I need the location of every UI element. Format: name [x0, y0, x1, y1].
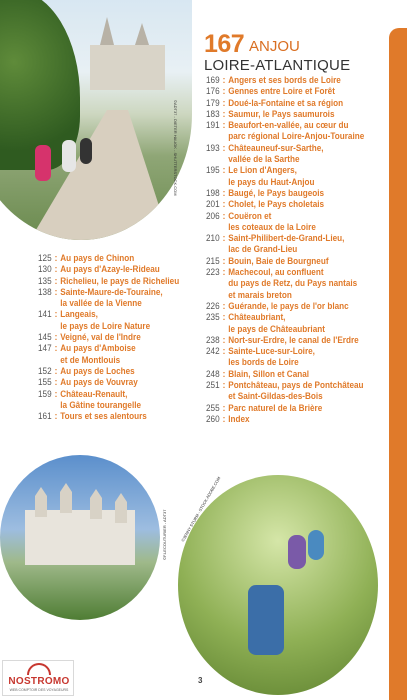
- toc-entry[interactable]: [199, 380, 397, 403]
- kids-cycling-photo: [178, 475, 378, 695]
- toc-label: Index: [228, 413, 250, 425]
- toc-page-number: 215: [206, 255, 220, 267]
- toc-page-number: 193: [206, 142, 220, 154]
- toc-separator: :: [222, 108, 226, 120]
- toc-page-number: 242: [206, 346, 220, 358]
- toc-page-number: 198: [206, 187, 220, 199]
- toc-separator: :: [222, 86, 226, 98]
- toc-entry[interactable]: [199, 75, 397, 86]
- toc-page-number: 238: [206, 334, 220, 346]
- toc-page-number: 179: [206, 97, 220, 109]
- toc-page-number: 235: [206, 312, 220, 324]
- toc-page-number: 223: [206, 267, 220, 279]
- photo-credit-mid: ©F.LECOUTURIER - ADT37: [162, 509, 167, 560]
- toc-label: Machecoul, au confluent du pays de Retz, du Pays nantais et marais breton: [228, 267, 358, 301]
- toc-label: Saumur, le Pays saumurois: [228, 108, 335, 120]
- toc-label: Cholet, le Pays choletais: [228, 199, 325, 211]
- cyclists-photo: [0, 0, 192, 240]
- toc-entry[interactable]: [199, 414, 397, 425]
- toc-separator: :: [54, 309, 58, 321]
- toc-separator: :: [54, 388, 58, 400]
- toc-label: Saint-Philibert-de-Grand-Lieu, lac de Grand-Lieu: [228, 233, 345, 256]
- toc-entry[interactable]: [31, 411, 203, 422]
- toc-page-number: 145: [38, 332, 52, 344]
- toc-entry[interactable]: [31, 377, 203, 388]
- toc-page-number: 169: [206, 75, 220, 86]
- toc-page-number: 201: [206, 199, 220, 211]
- toc-entry[interactable]: [31, 276, 203, 287]
- toc-page-number: 152: [38, 365, 52, 377]
- toc-page-number: 141: [38, 309, 52, 321]
- toc-label: Châteauneuf-sur-Sarthe, vallée de la Sarthe: [228, 142, 324, 166]
- toc-page-number: 161: [38, 411, 52, 423]
- toc-label: Au pays d'Azay-le-Rideau: [60, 264, 160, 276]
- page-number: 3: [198, 676, 203, 685]
- toc-separator: :: [222, 187, 226, 199]
- toc-label: Au pays d'Amboise et de Montlouis: [60, 343, 136, 366]
- toc-page-number: 155: [38, 377, 52, 389]
- photo-credit-bottom: ©JENNY STURM - STOCK.ADOBE.COM: [180, 475, 222, 543]
- toc-entry[interactable]: [199, 301, 397, 312]
- toc-page-number: 125: [38, 253, 52, 264]
- toc-separator: :: [222, 142, 226, 154]
- toc-page-number: 195: [206, 165, 220, 177]
- photo-credit-top: ©ADT37 - DIETER HAUGK - SHUTTERSTOCK.COM: [173, 100, 178, 196]
- toc-label: Langeais, le pays de Loire Nature: [60, 309, 151, 332]
- toc-separator: :: [222, 346, 226, 358]
- toc-entry[interactable]: [199, 109, 397, 120]
- toc-separator: :: [222, 255, 226, 267]
- toc-page-number: 255: [206, 402, 220, 414]
- toc-label: Doué-la-Fontaine et sa région: [228, 97, 344, 109]
- toc-page-number: 226: [206, 300, 220, 312]
- toc-page-number: 130: [38, 264, 52, 276]
- toc-separator: :: [54, 377, 58, 389]
- toc-label: Tours et ses alentours: [60, 411, 147, 423]
- toc-label: Châteaubriant, le pays de Châteaubriant: [228, 312, 325, 335]
- toc-label: Sainte-Maure-de-Touraine, la vallée de la Vienne: [60, 286, 163, 310]
- toc-label: Le Lion d'Angers, le pays du Haut-Anjou: [228, 165, 315, 188]
- toc-separator: :: [54, 286, 58, 298]
- toc-label: Au pays de Loches: [60, 365, 135, 377]
- toc-page-number: 176: [206, 86, 220, 98]
- toc-page-number: 147: [38, 343, 52, 355]
- toc-page-number: 138: [38, 286, 52, 298]
- toc-label: Angers et ses bords de Loire: [228, 75, 341, 86]
- toc-page-number: 206: [206, 210, 220, 222]
- toc-label: Baugé, le Pays baugeois: [228, 187, 325, 199]
- toc-separator: :: [222, 368, 226, 380]
- toc-entry[interactable]: [31, 253, 203, 264]
- toc-entry[interactable]: [31, 309, 203, 332]
- toc-separator: :: [222, 97, 226, 109]
- toc-label: Couëron et les coteaux de la Loire: [228, 210, 316, 233]
- toc-page-number: 248: [206, 368, 220, 380]
- toc-entry[interactable]: [199, 403, 397, 414]
- toc-entry[interactable]: [31, 287, 203, 310]
- toc-separator: :: [222, 267, 226, 279]
- toc-list-left: [31, 253, 203, 422]
- toc-separator: :: [222, 233, 226, 245]
- toc-separator: :: [222, 210, 226, 222]
- toc-separator: :: [54, 343, 58, 355]
- toc-label: Blain, Sillon et Canal: [228, 368, 310, 380]
- toc-label: Sainte-Luce-sur-Loire, les bords de Loire: [228, 346, 315, 369]
- toc-label: Gennes entre Loire et Forêt: [228, 86, 335, 98]
- toc-separator: :: [222, 312, 226, 324]
- toc-entry[interactable]: [199, 199, 397, 210]
- toc-label: Nort-sur-Erdre, le canal de l'Erdre: [228, 334, 359, 346]
- toc-entry[interactable]: [31, 264, 203, 275]
- chapter-number: 167: [204, 30, 245, 58]
- toc-page-number: 191: [206, 120, 220, 132]
- toc-page-number: 183: [206, 108, 220, 120]
- toc-entry[interactable]: [199, 346, 397, 369]
- toc-separator: :: [54, 365, 58, 377]
- toc-entry[interactable]: [199, 98, 397, 109]
- toc-label: Au pays de Vouvray: [60, 377, 138, 389]
- toc-page-number: 260: [206, 413, 220, 425]
- toc-entry[interactable]: [199, 86, 397, 97]
- toc-label: Guérande, le pays de l'or blanc: [228, 300, 349, 312]
- logo-tagline: WEB COMPTOIR DES VOYAGEURS: [9, 688, 69, 692]
- toc-entry[interactable]: [199, 335, 397, 346]
- chateau-photo: [0, 455, 160, 620]
- toc-separator: :: [54, 264, 58, 276]
- toc-separator: :: [222, 75, 226, 86]
- logo-arch-icon: [27, 663, 51, 675]
- toc-entry[interactable]: [199, 369, 397, 380]
- toc-entry[interactable]: [31, 389, 203, 412]
- toc-entry[interactable]: [31, 343, 203, 366]
- toc-page-number: 251: [206, 380, 220, 392]
- toc-label: Château-Renault, la Gâtine tourangelle: [60, 388, 142, 411]
- chapter-department: ANJOU: [249, 38, 300, 55]
- toc-entry[interactable]: [199, 143, 397, 166]
- toc-entry[interactable]: [199, 267, 397, 301]
- logo-name: NOSTROMO: [8, 676, 70, 687]
- toc-entry[interactable]: [199, 256, 397, 267]
- toc-separator: :: [222, 334, 226, 346]
- toc-label: Bouin, Baie de Bourgneuf: [228, 255, 329, 267]
- toc-page-number: 135: [38, 275, 52, 287]
- toc-label: Veigné, val de l'Indre: [60, 332, 141, 344]
- toc-separator: :: [222, 199, 226, 211]
- toc-page-number: 159: [38, 388, 52, 400]
- toc-entry[interactable]: [199, 312, 397, 335]
- toc-entry[interactable]: [199, 188, 397, 199]
- toc-entry[interactable]: [199, 211, 397, 234]
- toc-separator: :: [222, 413, 226, 425]
- toc-label: Pontchâteau, pays de Pontchâteau et Saint-Gildas-des-Bois: [228, 380, 364, 403]
- toc-entry[interactable]: [199, 165, 397, 188]
- toc-entry[interactable]: [31, 332, 203, 343]
- toc-separator: :: [222, 165, 226, 177]
- toc-separator: :: [222, 380, 226, 392]
- toc-page-number: 210: [206, 233, 220, 245]
- toc-separator: :: [222, 402, 226, 414]
- toc-list-right: [199, 75, 397, 425]
- toc-entry[interactable]: [31, 366, 203, 377]
- toc-label: Au pays de Chinon: [60, 253, 135, 264]
- toc-label: Richelieu, le pays de Richelieu: [60, 275, 180, 287]
- nostromo-logo: [2, 660, 74, 696]
- toc-separator: :: [222, 300, 226, 312]
- toc-label: Beaufort-en-vallée, au cœur du parc régional Loire-Anjou-Touraine: [228, 120, 365, 143]
- toc-entry[interactable]: [199, 120, 397, 143]
- chapter-region: LOIRE-ATLANTIQUE: [204, 57, 351, 74]
- toc-separator: :: [54, 275, 58, 287]
- toc-separator: :: [222, 120, 226, 132]
- toc-label: Parc naturel de la Brière: [228, 402, 323, 414]
- toc-separator: :: [54, 411, 58, 423]
- toc-entry[interactable]: [199, 233, 397, 256]
- toc-separator: :: [54, 253, 58, 264]
- toc-separator: :: [54, 332, 58, 344]
